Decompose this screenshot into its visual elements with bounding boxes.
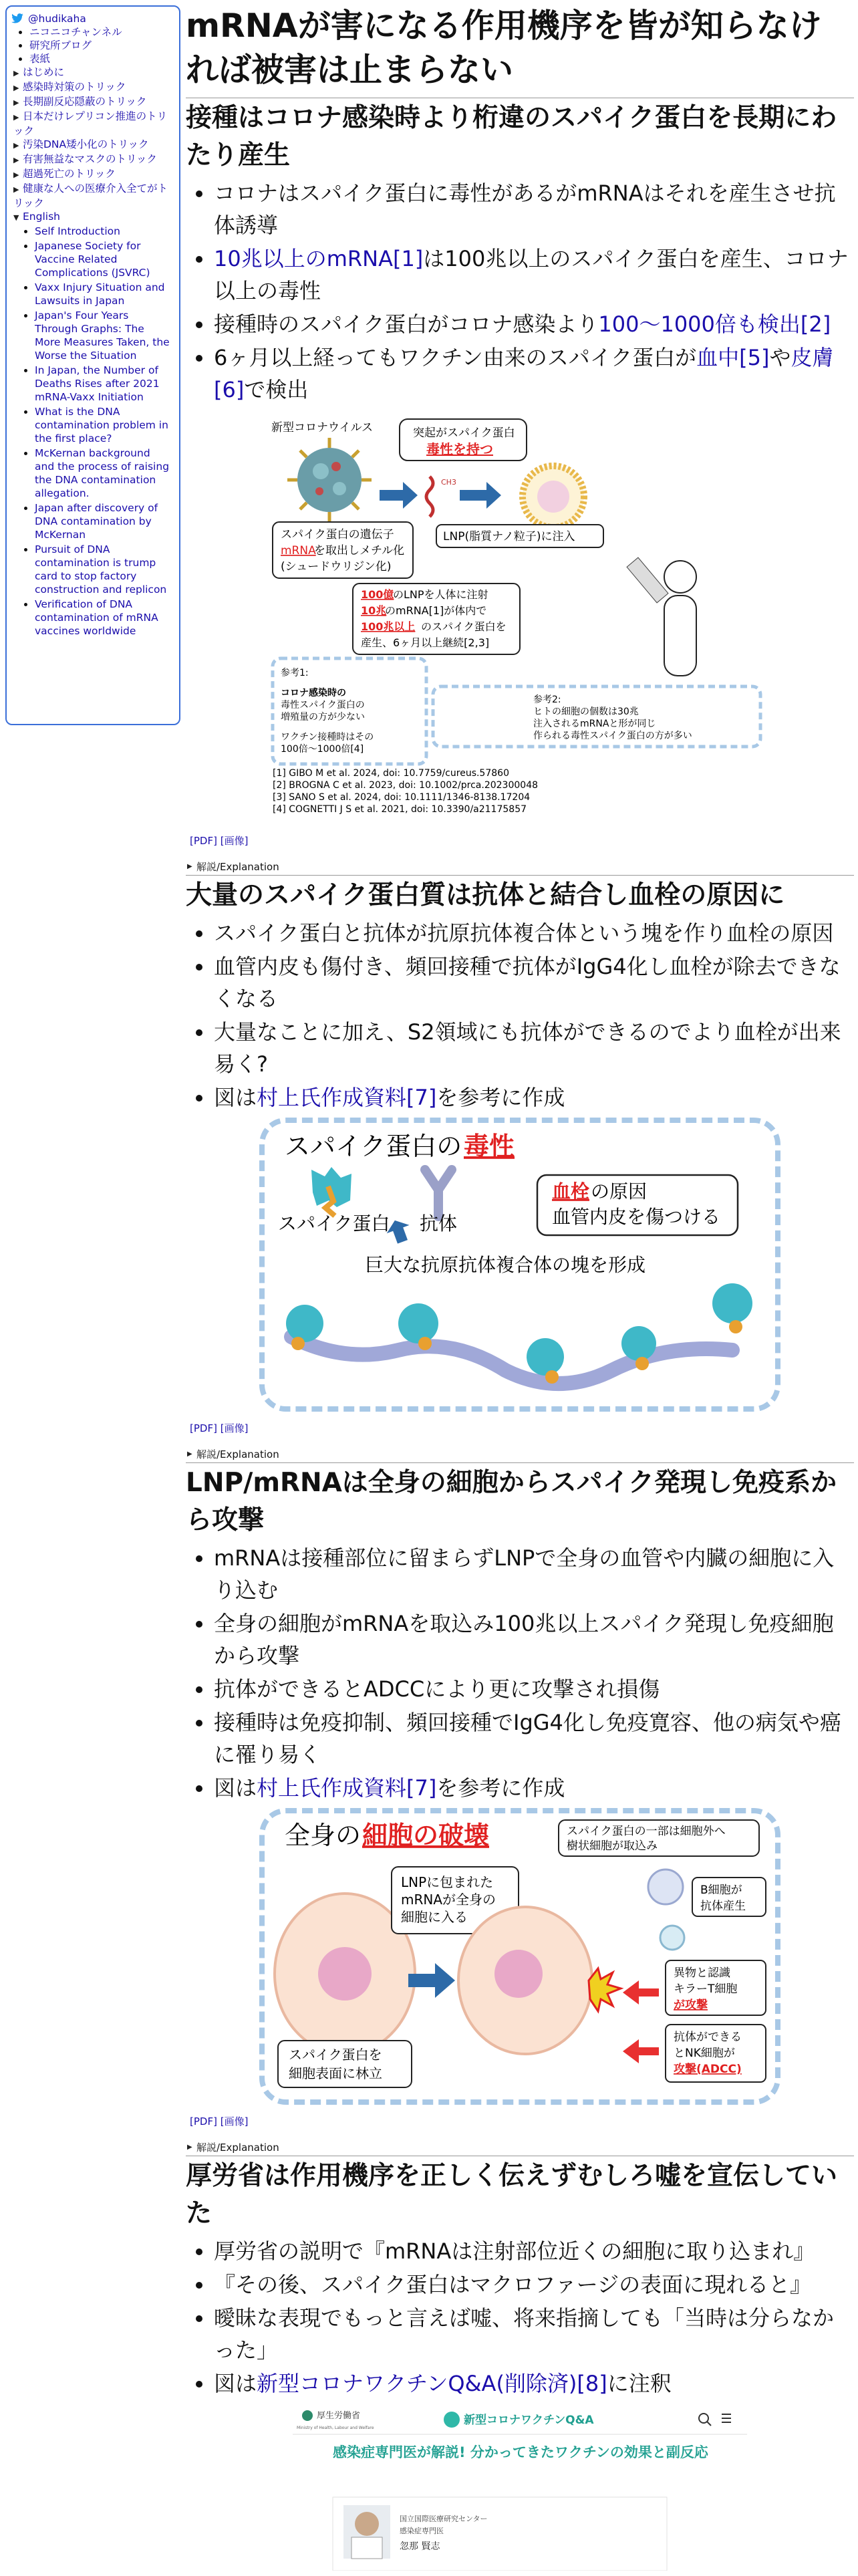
pdf-link[interactable]: [PDF] <box>190 2115 217 2128</box>
svg-text:毒性スパイク蛋白の: 毒性スパイク蛋白の <box>281 700 365 711</box>
svg-text:細胞表面に林立: 細胞表面に林立 <box>289 2065 382 2081</box>
svg-text:全身の: 全身の <box>285 1821 362 1850</box>
svg-text:抗体: 抗体 <box>420 1212 458 1235</box>
svg-text:が攻撃: が攻撃 <box>674 1999 708 2012</box>
triangle-right-icon: ▶ <box>187 863 192 870</box>
citation-link[interactable]: 100～1000倍も検出[2] <box>598 311 831 337</box>
bullet-list <box>186 917 854 1114</box>
sidebar-en-item[interactable]: • Japan after discovery of DNA contamination by McKernan <box>35 501 172 541</box>
list-item: • 図は村上氏作成資料[7]を参考に作成 <box>214 1772 854 1804</box>
b-cell-icon <box>660 1926 684 1950</box>
spike-protein-icon <box>311 1167 351 1216</box>
list-item: • 10兆以上のmRNA[1]は100兆以上のスパイク蛋白を産生、コロナ以上の毒性 <box>214 243 854 307</box>
svg-text:攻撃(ADCC): 攻撃(ADCC) <box>674 2063 742 2076</box>
top-links <box>13 25 172 66</box>
image-link[interactable]: [画像] <box>220 835 249 847</box>
explosion-icon <box>589 1968 621 2011</box>
triangle-right-icon: ▶ <box>13 84 19 92</box>
twitter-link[interactable] <box>11 12 172 25</box>
list-item: • 大量なことに加え、S2領域にも抗体ができるのでより血栓が出来易く? <box>214 1016 854 1080</box>
list-item: • mRNAは接種部位に留まらずLNPで全身の血管や内臓の細胞に入り込む <box>214 1542 854 1606</box>
svg-text:産生、6ヶ月以上継続[2,3]: 産生、6ヶ月以上継続[2,3] <box>361 636 490 649</box>
list-item: • 接種時のスパイク蛋白がコロナ感染より100～1000倍も検出[2] <box>214 308 854 340</box>
english-list <box>13 225 172 638</box>
svg-text:抗体ができる: 抗体ができる <box>674 2031 742 2044</box>
figure-mrna-mechanism[interactable] <box>186 410 854 824</box>
explanation-toggle[interactable]: ▶ 解説/Explanation <box>187 861 279 873</box>
list-item: • 接種時は免疫抑制、頻回接種でIgG4化し免疫寛容、他の病気や癌に罹り易く <box>214 1706 854 1771</box>
svg-text:のスパイク蛋白を: のスパイク蛋白を <box>421 620 507 633</box>
sidebar-en-item[interactable]: • Japanese Society for Vaccine Related Complications (JSVRC) <box>35 239 172 279</box>
list-item: • コロナはスパイク蛋白に毒性があるがmRNAはそれを産生させ抗体誘導 <box>214 177 854 241</box>
svg-text:100兆以上: 100兆以上 <box>361 620 416 633</box>
svg-text:巨大な抗原抗体複合体の塊を形成: 巨大な抗原抗体複合体の塊を形成 <box>365 1254 646 1276</box>
figure-mrna-mechanism-image <box>266 410 774 824</box>
mhlw-logo-icon <box>302 2410 313 2421</box>
list-item: • 図は村上氏作成資料[7]を参考に作成 <box>214 1081 854 1114</box>
infected-cell-icon <box>458 1907 592 2054</box>
antibody-icon <box>425 1170 452 1216</box>
svg-text:[3] SANO S et al. 2024, doi: 1: [3] SANO S et al. 2024, doi: 10.1111/1346-8138.17204 <box>273 792 531 803</box>
svg-text:参考1:: 参考1: <box>281 668 309 678</box>
svg-text:作られる毒性スパイク蛋白の方が多い: 作られる毒性スパイク蛋白の方が多い <box>533 731 692 741</box>
section-heading-immune-attack: LNP/mRNAは全身の細胞からスパイク発現し免疫系から攻撃 <box>186 1462 854 1539</box>
svg-text:100倍〜1000倍[4]: 100倍〜1000倍[4] <box>281 744 364 755</box>
svg-text:LNP(脂質ナノ粒子)に注入: LNP(脂質ナノ粒子)に注入 <box>443 530 575 543</box>
sidebar-en-item[interactable]: • Vaxx Injury Situation and Lawsuits in Japan <box>35 281 172 307</box>
svg-text:LNPに包まれた: LNPに包まれた <box>401 1874 494 1890</box>
explanation-toggle[interactable]: ▶ 解説/Explanation <box>187 2142 279 2154</box>
sidebar-item-infection[interactable]: ▶ 感染時対策のトリック <box>13 80 172 95</box>
citation-link[interactable]: 村上氏作成資料[7] <box>257 1085 437 1110</box>
svg-text:抗体産生: 抗体産生 <box>700 1900 746 1913</box>
svg-text:毒性を持つ: 毒性を持つ <box>426 441 493 457</box>
svg-text:[1] GIBO M et al. 2024, doi: 1: [1] GIBO M et al. 2024, doi: 10.7759/cureus.57860 <box>273 768 509 779</box>
svg-text:感染症専門医: 感染症専門医 <box>400 2527 444 2535</box>
page-title: mRNAが害になる作用機序を皆が知らなければ被害は止まらない <box>186 7 822 89</box>
triangle-right-icon: ▶ <box>13 185 19 194</box>
virus-label: 新型コロナウイルス <box>271 421 373 434</box>
list-item: • 曖昧な表現でもっと言えば嘘、将来指摘しても「当時は分らなかった」 <box>214 2302 854 2366</box>
svg-text:(シュードウリジン化): (シュードウリジン化) <box>281 560 392 573</box>
figure-mhlw-screenshot[interactable] <box>186 2404 854 2571</box>
figure-links <box>190 1421 854 1435</box>
triangle-right-icon: ▶ <box>13 98 19 107</box>
svg-text:スパイク蛋白の一部は細胞外へ: スパイク蛋白の一部は細胞外へ <box>567 1825 726 1838</box>
figure-cell-destruction[interactable] <box>186 1808 854 2105</box>
svg-text:ヒトの細胞の個数は30兆: ヒトの細胞の個数は30兆 <box>533 706 639 717</box>
arrow-left-icon <box>623 2039 659 2063</box>
svg-text:キラーT細胞: キラーT細胞 <box>674 1982 738 1996</box>
sidebar-item-healthy[interactable]: ▶ 健康な人への医療介入全てがトリック <box>13 182 168 209</box>
sidebar-en-item[interactable]: • McKernan background and the process of raising the DNA contamination allegation. <box>35 446 172 500</box>
pdf-link[interactable]: [PDF] <box>190 1422 217 1434</box>
svg-text:スパイク蛋白を: スパイク蛋白を <box>289 2047 382 2063</box>
arrow-left-icon <box>623 1980 659 2005</box>
svg-text:B細胞が: B細胞が <box>700 1884 742 1897</box>
svg-text:忽那 賢志: 忽那 賢志 <box>400 2541 440 2552</box>
sidebar-item-mask[interactable]: ▶ 有害無益なマスクのトリック <box>13 152 172 167</box>
sidebar-item-dna[interactable]: ▶ 汚染DNA矮小化のトリック <box>13 138 172 152</box>
sidebar-item-blog[interactable]: • 研究所ブログ <box>29 39 172 52</box>
sidebar-en-item[interactable]: • Verification of DNA contamination of mRNA vaccines worldwide <box>35 598 172 638</box>
list-item: • 全身の細胞がmRNAを取込み100兆以上スパイク発現し免疫細胞から攻撃 <box>214 1607 854 1672</box>
citation-link[interactable]: 皮膚[6] <box>214 345 834 402</box>
citation-link[interactable]: 新型コロナワクチンQ&A(削除済)[8] <box>257 2371 607 2396</box>
twitter-bird-icon <box>11 13 24 24</box>
svg-text:を取出しメチル化: を取出しメチル化 <box>314 544 405 557</box>
sidebar-nav <box>5 5 180 725</box>
svg-text:mRNAが全身の: mRNAが全身の <box>401 1892 496 1908</box>
pdf-link[interactable]: [PDF] <box>190 835 217 847</box>
figure-spike-toxicity-image <box>265 1123 775 1406</box>
citation-link[interactable]: 村上氏作成資料[7] <box>257 1775 437 1801</box>
arrow-right-icon <box>460 482 501 509</box>
mrna-strand-icon <box>426 477 433 517</box>
svg-text:[4] COGNETTI J S et al. 2021,: [4] COGNETTI J S et al. 2021, doi: 10.3390/a21175857 <box>273 804 527 815</box>
triangle-right-icon: ▶ <box>13 141 19 150</box>
bullet-list <box>186 177 854 406</box>
person-icon <box>627 557 696 676</box>
section-heading-mhlw: 厚労省は作用機序を正しく伝えずむしろ嘘を宣伝していた <box>186 2156 854 2232</box>
triangle-right-icon: ▶ <box>187 1450 192 1458</box>
figure-links <box>190 2114 854 2128</box>
svg-text:血栓: 血栓 <box>552 1180 590 1202</box>
svg-text:の原因: の原因 <box>591 1180 648 1202</box>
figure-cell-destruction-image <box>265 1813 775 2099</box>
sidebar-en-item[interactable]: • Pursuit of DNA contamination is trump card to stop factory construction and replicon <box>35 543 172 596</box>
section-heading-thrombus: 大量のスパイク蛋白質は抗体と結合し血栓の原因に <box>186 875 854 914</box>
explanation-toggle[interactable]: ▶ 解説/Explanation <box>187 1448 279 1460</box>
triangle-down-icon: ▼ <box>13 213 19 222</box>
section-list <box>13 66 172 225</box>
arrow-right-icon <box>380 482 418 509</box>
svg-text:100億: 100億 <box>361 588 394 601</box>
coronavirus-icon <box>287 438 372 522</box>
svg-text:樹状細胞が取込み: 樹状細胞が取込み <box>567 1839 658 1853</box>
svg-text:注入されるmRNAと形が同じ: 注入されるmRNAと形が同じ <box>533 719 656 729</box>
sidebar-en-item[interactable]: • Japan's Four Years Through Graphs: The More Measures Taken, the Worse the Situation <box>35 309 172 362</box>
triangle-right-icon: ▶ <box>13 156 19 164</box>
svg-text:スパイク蛋白の: スパイク蛋白の <box>285 1132 462 1161</box>
sidebar-item-intro[interactable]: ▶ はじめに <box>13 66 172 80</box>
lnp-particle-icon <box>523 466 584 527</box>
svg-text:増殖量の方が少ない: 増殖量の方が少ない <box>281 712 365 723</box>
svg-text:スパイク蛋白の遺伝子: スパイク蛋白の遺伝子 <box>281 528 394 541</box>
list-item: • 図は新型コロナワクチンQ&A(削除済)[8]に注釈 <box>214 2367 854 2400</box>
svg-text:のmRNA[1]が体内で: のmRNA[1]が体内で <box>385 604 487 617</box>
figure-links <box>190 833 854 848</box>
svg-text:[2] BROGNA C et al. 2023, doi:: [2] BROGNA C et al. 2023, doi: 10.1002/prca.202300048 <box>273 780 539 791</box>
sidebar-en-item[interactable]: • What is the DNA contamination problem in the first place? <box>35 405 172 445</box>
svg-text:血管内皮を傷つける: 血管内皮を傷つける <box>552 1206 721 1228</box>
svg-text:細胞に入る: 細胞に入る <box>401 1909 468 1925</box>
svg-text:10兆: 10兆 <box>361 604 387 617</box>
triangle-right-icon: ▶ <box>13 113 19 122</box>
list-item: • 6ヶ月以上経ってもワクチン由来のスパイク蛋白が血中[5]や皮膚[6]で検出 <box>214 342 854 406</box>
triangle-right-icon: ▶ <box>13 170 19 179</box>
sidebar-en-item[interactable]: • Self Introduction <box>35 225 172 238</box>
svg-text:mRNA: mRNA <box>281 544 316 557</box>
list-item: • 抗体ができるとADCCにより更に攻撃され損傷 <box>214 1673 854 1705</box>
sidebar-en-item[interactable]: • In Japan, the Number of Deaths Rises after 2021 mRNA-Vaxx Initiation <box>35 364 172 404</box>
sidebar-item-english[interactable]: ▼ English <box>13 210 172 225</box>
svg-text:のLNPを人体に注射: のLNPを人体に注射 <box>393 588 488 601</box>
image-link[interactable]: [画像] <box>220 1422 249 1434</box>
svg-text:参考2:: 参考2: <box>533 694 561 705</box>
sidebar-item-niconico[interactable]: • ニコニコチャンネル <box>29 25 172 39</box>
svg-text:細胞の破壊: 細胞の破壊 <box>362 1821 490 1850</box>
svg-text:毒性: 毒性 <box>464 1132 515 1161</box>
svg-text:とNK細胞が: とNK細胞が <box>674 2047 735 2060</box>
vaccine-logo-icon <box>444 2412 460 2428</box>
antigen-antibody-complex-icon <box>291 1337 732 1384</box>
citation-link[interactable]: 10兆以上のmRNA[1] <box>214 246 424 271</box>
section-heading-spike-production: 接種はコロナ感染時より桁違のスパイク蛋白を長期にわたり産生 <box>186 98 854 174</box>
bullet-list <box>186 2235 854 2400</box>
bullet-list <box>186 1542 854 1804</box>
svg-text:Ministry of Health, Labour and: Ministry of Health, Labour and Welfare <box>297 2426 374 2430</box>
svg-text:スパイク蛋白: スパイク蛋白 <box>278 1212 390 1235</box>
list-item: • スパイク蛋白と抗体が抗原抗体複合体という塊を作り血栓の原因 <box>214 917 854 949</box>
sidebar-item-excess[interactable]: ▶ 超過死亡のトリック <box>13 167 172 182</box>
dendritic-cell-icon <box>648 1870 683 1904</box>
svg-text:新型コロナワクチンQ&A: 新型コロナワクチンQ&A <box>464 2414 594 2427</box>
triangle-right-icon: ▶ <box>13 69 19 78</box>
list-item: • 血管内皮も傷付き、頻回接種で抗体がIgG4化し血栓が除去できなくなる <box>214 950 854 1015</box>
figure-spike-toxicity[interactable] <box>186 1118 854 1412</box>
svg-text:国立国際医療研究センター: 国立国際医療研究センター <box>400 2515 488 2523</box>
svg-text:突起がスパイク蛋白: 突起がスパイク蛋白 <box>413 426 515 440</box>
list-item: • 厚労省の説明で『mRNAは注射部位近くの細胞に取り込まれ』 <box>214 2235 854 2267</box>
triangle-right-icon: ▶ <box>187 2144 192 2151</box>
svg-text:感染症専門医が解説! 分かってきたワクチンの効果と副反応: 感染症専門医が解説! 分かってきたワクチンの効果と副反応 <box>333 2444 708 2460</box>
sidebar-item-cover[interactable]: • 表紙 <box>29 52 172 66</box>
sidebar-item-replicon[interactable]: ▶ 日本だけレプリコン推進のトリック <box>13 110 168 137</box>
svg-text:異物と認識: 異物と認識 <box>674 1966 730 1980</box>
sidebar-item-longterm[interactable]: ▶ 長期副反応隠蔽のトリック <box>13 95 172 110</box>
list-item: • 『その後、スパイク蛋白はマクロファージの表面に現れると』 <box>214 2269 854 2301</box>
twitter-handle[interactable]: @hudikaha <box>28 13 86 25</box>
image-link[interactable]: [画像] <box>220 2115 249 2128</box>
main-content <box>186 0 854 2576</box>
citation-link[interactable]: 血中[5] <box>696 345 770 370</box>
svg-text:ワクチン接種時はその: ワクチン接種時はその <box>281 732 374 743</box>
figure-mhlw-screenshot-image <box>293 2404 747 2571</box>
svg-text:厚生労働省: 厚生労働省 <box>317 2411 361 2421</box>
svg-text:コロナ感染時の: コロナ感染時の <box>281 688 346 698</box>
svg-text:CH3: CH3 <box>441 478 456 487</box>
